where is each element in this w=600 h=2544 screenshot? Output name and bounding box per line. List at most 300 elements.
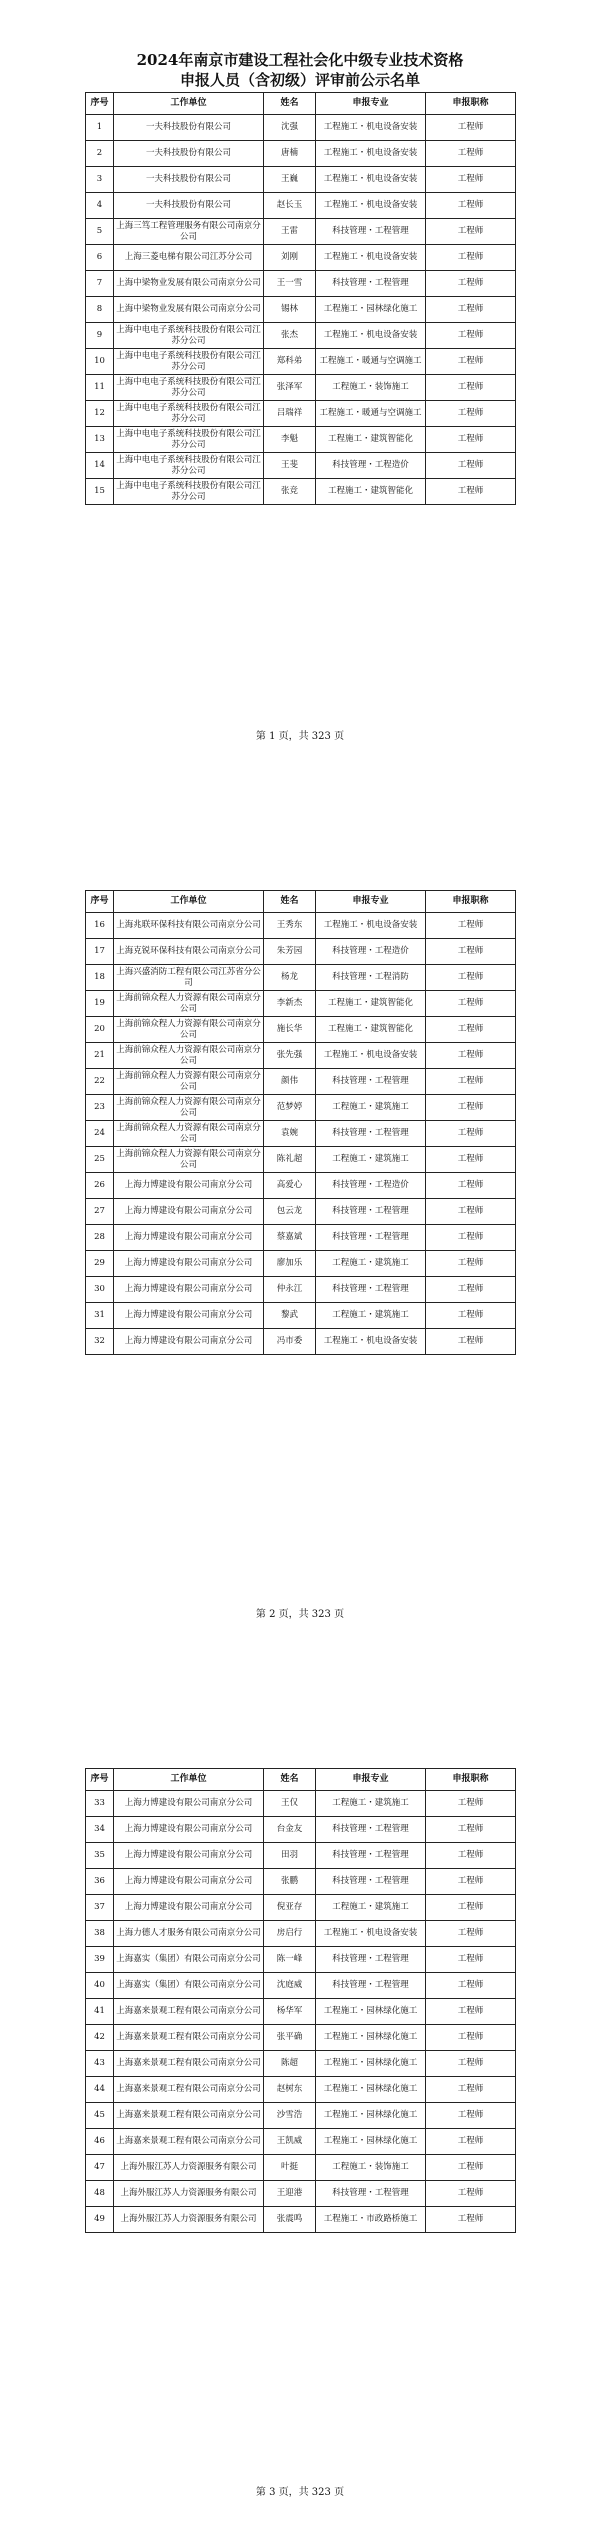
cell-major: 工程施工・机电设备安装 bbox=[316, 141, 426, 167]
table-row bbox=[86, 2103, 516, 2129]
cell-no: 32 bbox=[86, 1329, 114, 1355]
cell-no: 20 bbox=[86, 1017, 114, 1043]
cell-major: 科技管理・工程管理 bbox=[316, 1947, 426, 1973]
cell-no: 48 bbox=[86, 2181, 114, 2207]
page-footer-2: 第 2 页，共 323 页 bbox=[255, 1609, 345, 1620]
cell-name: 房启行 bbox=[264, 1921, 316, 1947]
cell-unit: 上海兴盛消防工程有限公司江苏省分公司 bbox=[114, 965, 264, 991]
table-row bbox=[86, 1121, 516, 1147]
cell-unit: 上海嘉来景观工程有限公司南京分公司 bbox=[114, 2129, 264, 2155]
table-header-row bbox=[86, 1769, 516, 1791]
cell-major: 工程施工・机电设备安装 bbox=[316, 193, 426, 219]
table-row bbox=[86, 1329, 516, 1355]
title-line-1: 2024年南京市建设工程社会化中级专业技术资格 bbox=[136, 51, 464, 69]
document-title bbox=[0, 50, 600, 90]
table-row bbox=[86, 1043, 516, 1069]
cell-title: 工程师 bbox=[426, 913, 516, 939]
table-row bbox=[86, 1791, 516, 1817]
table-row bbox=[86, 1069, 516, 1095]
cell-unit: 上海嘉实（集团）有限公司南京分公司 bbox=[114, 1947, 264, 1973]
cell-name: 王迎港 bbox=[264, 2181, 316, 2207]
cell-unit: 上海力博建设有限公司南京分公司 bbox=[114, 1895, 264, 1921]
cell-title: 工程师 bbox=[426, 427, 516, 453]
cell-no: 22 bbox=[86, 1069, 114, 1095]
cell-unit: 上海前锦众程人力资源有限公司南京分公司 bbox=[114, 1069, 264, 1095]
cell-major: 科技管理・工程管理 bbox=[316, 1973, 426, 1999]
table-row bbox=[86, 1199, 516, 1225]
cell-no: 18 bbox=[86, 965, 114, 991]
cell-unit: 上海中梁物业发展有限公司南京分公司 bbox=[114, 297, 264, 323]
cell-unit: 上海克锐环保科技有限公司南京分公司 bbox=[114, 939, 264, 965]
cell-major: 科技管理・工程管理 bbox=[316, 1817, 426, 1843]
header-no: 序号 bbox=[86, 1769, 114, 1791]
cell-no: 12 bbox=[86, 401, 114, 427]
table-row bbox=[86, 401, 516, 427]
cell-unit: 上海前锦众程人力资源有限公司南京分公司 bbox=[114, 1017, 264, 1043]
cell-unit: 上海中电电子系统科技股份有限公司江苏分公司 bbox=[114, 349, 264, 375]
header-unit: 工作单位 bbox=[114, 1769, 264, 1791]
cell-major: 工程施工・建筑施工 bbox=[316, 1303, 426, 1329]
cell-unit: 上海中电电子系统科技股份有限公司江苏分公司 bbox=[114, 427, 264, 453]
cell-no: 47 bbox=[86, 2155, 114, 2181]
cell-unit: 上海力博建设有限公司南京分公司 bbox=[114, 1251, 264, 1277]
cell-title: 工程师 bbox=[426, 1843, 516, 1869]
title-line-2: 申报人员（含初级）评审前公示名单 bbox=[179, 71, 420, 89]
table-row bbox=[86, 2181, 516, 2207]
cell-title: 工程师 bbox=[426, 1921, 516, 1947]
cell-unit: 上海嘉来景观工程有限公司南京分公司 bbox=[114, 1999, 264, 2025]
cell-no: 31 bbox=[86, 1303, 114, 1329]
cell-no: 7 bbox=[86, 271, 114, 297]
cell-unit: 上海外服江苏人力资源服务有限公司 bbox=[114, 2207, 264, 2233]
cell-no: 34 bbox=[86, 1817, 114, 1843]
cell-title: 工程师 bbox=[426, 1199, 516, 1225]
cell-unit: 上海兆联环保科技有限公司南京分公司 bbox=[114, 913, 264, 939]
table-row bbox=[86, 297, 516, 323]
roster-table-page-3 bbox=[85, 1768, 516, 2233]
cell-no: 39 bbox=[86, 1947, 114, 1973]
table-row bbox=[86, 219, 516, 245]
table-row bbox=[86, 913, 516, 939]
cell-name: 包云龙 bbox=[264, 1199, 316, 1225]
cell-unit: 上海中电电子系统科技股份有限公司江苏分公司 bbox=[114, 453, 264, 479]
cell-major: 工程施工・园林绿化施工 bbox=[316, 2129, 426, 2155]
cell-name: 唐楠 bbox=[264, 141, 316, 167]
cell-major: 工程施工・建筑智能化 bbox=[316, 991, 426, 1017]
cell-major: 工程施工・建筑施工 bbox=[316, 1251, 426, 1277]
cell-title: 工程师 bbox=[426, 1869, 516, 1895]
cell-unit: 上海中电电子系统科技股份有限公司江苏分公司 bbox=[114, 323, 264, 349]
cell-name: 范梦婷 bbox=[264, 1095, 316, 1121]
cell-unit: 上海嘉来景观工程有限公司南京分公司 bbox=[114, 2025, 264, 2051]
table-row bbox=[86, 1303, 516, 1329]
cell-title: 工程师 bbox=[426, 193, 516, 219]
cell-major: 科技管理・工程管理 bbox=[316, 1869, 426, 1895]
cell-name: 陈一峰 bbox=[264, 1947, 316, 1973]
cell-major: 科技管理・工程管理 bbox=[316, 1843, 426, 1869]
cell-title: 工程师 bbox=[426, 939, 516, 965]
cell-name: 朱芳园 bbox=[264, 939, 316, 965]
cell-title: 工程师 bbox=[426, 1225, 516, 1251]
cell-no: 35 bbox=[86, 1843, 114, 1869]
cell-title: 工程师 bbox=[426, 1303, 516, 1329]
table-row bbox=[86, 167, 516, 193]
cell-title: 工程师 bbox=[426, 271, 516, 297]
cell-title: 工程师 bbox=[426, 1895, 516, 1921]
cell-name: 王斐 bbox=[264, 453, 316, 479]
cell-no: 16 bbox=[86, 913, 114, 939]
table-row bbox=[86, 1225, 516, 1251]
table-row bbox=[86, 349, 516, 375]
cell-no: 14 bbox=[86, 453, 114, 479]
cell-no: 23 bbox=[86, 1095, 114, 1121]
cell-name: 李新杰 bbox=[264, 991, 316, 1017]
cell-major: 工程施工・建筑施工 bbox=[316, 1791, 426, 1817]
table-row bbox=[86, 193, 516, 219]
cell-name: 张竞 bbox=[264, 479, 316, 505]
cell-no: 25 bbox=[86, 1147, 114, 1173]
header-major: 申报专业 bbox=[316, 891, 426, 913]
header-name: 姓名 bbox=[264, 93, 316, 115]
cell-major: 科技管理・工程造价 bbox=[316, 453, 426, 479]
cell-unit: 上海三笃工程管理服务有限公司南京分公司 bbox=[114, 219, 264, 245]
cell-name: 陈礼超 bbox=[264, 1147, 316, 1173]
cell-no: 49 bbox=[86, 2207, 114, 2233]
cell-name: 张泽军 bbox=[264, 375, 316, 401]
cell-unit: 上海三菱电梯有限公司江苏分公司 bbox=[114, 245, 264, 271]
cell-title: 工程师 bbox=[426, 2155, 516, 2181]
cell-major: 科技管理・工程管理 bbox=[316, 1199, 426, 1225]
cell-unit: 上海力博建设有限公司南京分公司 bbox=[114, 1225, 264, 1251]
cell-title: 工程师 bbox=[426, 2103, 516, 2129]
cell-name: 杨龙 bbox=[264, 965, 316, 991]
cell-title: 工程师 bbox=[426, 1173, 516, 1199]
cell-name: 锡林 bbox=[264, 297, 316, 323]
cell-title: 工程师 bbox=[426, 1043, 516, 1069]
cell-major: 工程施工・机电设备安装 bbox=[316, 115, 426, 141]
cell-major: 工程施工・机电设备安装 bbox=[316, 1921, 426, 1947]
table-row bbox=[86, 427, 516, 453]
cell-major: 科技管理・工程管理 bbox=[316, 2181, 426, 2207]
cell-major: 工程施工・建筑施工 bbox=[316, 1895, 426, 1921]
cell-no: 38 bbox=[86, 1921, 114, 1947]
cell-name: 王凯威 bbox=[264, 2129, 316, 2155]
cell-name: 叶挺 bbox=[264, 2155, 316, 2181]
table-row bbox=[86, 375, 516, 401]
cell-title: 工程师 bbox=[426, 2129, 516, 2155]
table-row bbox=[86, 2025, 516, 2051]
cell-unit: 一夫科技股份有限公司 bbox=[114, 141, 264, 167]
cell-name: 倪亚存 bbox=[264, 1895, 316, 1921]
cell-unit: 上海中电电子系统科技股份有限公司江苏分公司 bbox=[114, 401, 264, 427]
cell-no: 43 bbox=[86, 2051, 114, 2077]
cell-major: 工程施工・装饰施工 bbox=[316, 2155, 426, 2181]
cell-no: 26 bbox=[86, 1173, 114, 1199]
cell-title: 工程师 bbox=[426, 349, 516, 375]
header-title: 申报职称 bbox=[426, 1769, 516, 1791]
cell-name: 颜伟 bbox=[264, 1069, 316, 1095]
cell-major: 工程施工・园林绿化施工 bbox=[316, 2103, 426, 2129]
cell-major: 工程施工・机电设备安装 bbox=[316, 245, 426, 271]
cell-name: 沈强 bbox=[264, 115, 316, 141]
cell-name: 沙雪浩 bbox=[264, 2103, 316, 2129]
cell-name: 王雷 bbox=[264, 219, 316, 245]
cell-major: 工程施工・机电设备安装 bbox=[316, 1043, 426, 1069]
table-row bbox=[86, 965, 516, 991]
cell-no: 29 bbox=[86, 1251, 114, 1277]
cell-name: 赵树东 bbox=[264, 2077, 316, 2103]
cell-unit: 上海前锦众程人力资源有限公司南京分公司 bbox=[114, 1147, 264, 1173]
roster-table-page-2 bbox=[85, 890, 516, 1355]
page-footer-1: 第 1 页，共 323 页 bbox=[255, 731, 345, 742]
table-row bbox=[86, 1947, 516, 1973]
header-title: 申报职称 bbox=[426, 93, 516, 115]
cell-title: 工程师 bbox=[426, 1121, 516, 1147]
cell-no: 41 bbox=[86, 1999, 114, 2025]
cell-name: 廖加乐 bbox=[264, 1251, 316, 1277]
table-row bbox=[86, 1921, 516, 1947]
cell-title: 工程师 bbox=[426, 1999, 516, 2025]
header-major: 申报专业 bbox=[316, 93, 426, 115]
cell-title: 工程师 bbox=[426, 1251, 516, 1277]
cell-name: 高爱心 bbox=[264, 1173, 316, 1199]
cell-name: 王秀东 bbox=[264, 913, 316, 939]
roster-table-page-1 bbox=[85, 92, 516, 505]
cell-major: 科技管理・工程管理 bbox=[316, 219, 426, 245]
cell-no: 44 bbox=[86, 2077, 114, 2103]
cell-name: 赵长玉 bbox=[264, 193, 316, 219]
cell-unit: 上海力博建设有限公司南京分公司 bbox=[114, 1173, 264, 1199]
cell-title: 工程师 bbox=[426, 245, 516, 271]
cell-name: 施长华 bbox=[264, 1017, 316, 1043]
cell-no: 40 bbox=[86, 1973, 114, 1999]
cell-name: 杨华军 bbox=[264, 1999, 316, 2025]
cell-title: 工程师 bbox=[426, 965, 516, 991]
header-unit: 工作单位 bbox=[114, 93, 264, 115]
cell-no: 42 bbox=[86, 2025, 114, 2051]
cell-major: 科技管理・工程造价 bbox=[316, 939, 426, 965]
table-row bbox=[86, 991, 516, 1017]
cell-unit: 上海前锦众程人力资源有限公司南京分公司 bbox=[114, 1043, 264, 1069]
cell-title: 工程师 bbox=[426, 297, 516, 323]
cell-unit: 上海嘉来景观工程有限公司南京分公司 bbox=[114, 2103, 264, 2129]
cell-no: 45 bbox=[86, 2103, 114, 2129]
cell-unit: 上海力博建设有限公司南京分公司 bbox=[114, 1303, 264, 1329]
cell-title: 工程师 bbox=[426, 115, 516, 141]
table-row bbox=[86, 1147, 516, 1173]
cell-unit: 上海外服江苏人力资源服务有限公司 bbox=[114, 2181, 264, 2207]
cell-unit: 上海力博建设有限公司南京分公司 bbox=[114, 1869, 264, 1895]
cell-name: 李魁 bbox=[264, 427, 316, 453]
cell-major: 工程施工・建筑智能化 bbox=[316, 427, 426, 453]
cell-major: 工程施工・建筑智能化 bbox=[316, 479, 426, 505]
cell-major: 工程施工・建筑施工 bbox=[316, 1095, 426, 1121]
cell-title: 工程师 bbox=[426, 2077, 516, 2103]
cell-major: 工程施工・机电设备安装 bbox=[316, 1329, 426, 1355]
table-row bbox=[86, 1817, 516, 1843]
header-no: 序号 bbox=[86, 93, 114, 115]
cell-major: 工程施工・机电设备安装 bbox=[316, 913, 426, 939]
cell-title: 工程师 bbox=[426, 1095, 516, 1121]
cell-title: 工程师 bbox=[426, 1791, 516, 1817]
cell-name: 袁婉 bbox=[264, 1121, 316, 1147]
cell-no: 1 bbox=[86, 115, 114, 141]
cell-unit: 上海前锦众程人力资源有限公司南京分公司 bbox=[114, 991, 264, 1017]
table-row bbox=[86, 1251, 516, 1277]
cell-unit: 上海力博建设有限公司南京分公司 bbox=[114, 1817, 264, 1843]
cell-name: 王仅 bbox=[264, 1791, 316, 1817]
cell-no: 4 bbox=[86, 193, 114, 219]
table-row bbox=[86, 1973, 516, 1999]
cell-unit: 一夫科技股份有限公司 bbox=[114, 167, 264, 193]
cell-title: 工程师 bbox=[426, 323, 516, 349]
cell-no: 17 bbox=[86, 939, 114, 965]
page-footer-3: 第 3 页，共 323 页 bbox=[255, 2487, 345, 2498]
cell-name: 冯市委 bbox=[264, 1329, 316, 1355]
cell-major: 工程施工・建筑施工 bbox=[316, 1147, 426, 1173]
cell-major: 工程施工・园林绿化施工 bbox=[316, 2025, 426, 2051]
header-major: 申报专业 bbox=[316, 1769, 426, 1791]
cell-title: 工程师 bbox=[426, 1817, 516, 1843]
cell-name: 蔡嘉斌 bbox=[264, 1225, 316, 1251]
cell-major: 工程施工・装饰施工 bbox=[316, 375, 426, 401]
cell-no: 36 bbox=[86, 1869, 114, 1895]
cell-unit: 上海嘉实（集团）有限公司南京分公司 bbox=[114, 1973, 264, 1999]
table-header-row bbox=[86, 93, 516, 115]
cell-name: 王巍 bbox=[264, 167, 316, 193]
header-title: 申报职称 bbox=[426, 891, 516, 913]
cell-name: 张震鸣 bbox=[264, 2207, 316, 2233]
cell-major: 工程施工・园林绿化施工 bbox=[316, 1999, 426, 2025]
cell-title: 工程师 bbox=[426, 2181, 516, 2207]
cell-unit: 一夫科技股份有限公司 bbox=[114, 193, 264, 219]
cell-no: 2 bbox=[86, 141, 114, 167]
cell-name: 郑科弟 bbox=[264, 349, 316, 375]
cell-no: 9 bbox=[86, 323, 114, 349]
cell-unit: 上海外服江苏人力资源服务有限公司 bbox=[114, 2155, 264, 2181]
cell-name: 吕瑞祥 bbox=[264, 401, 316, 427]
cell-no: 28 bbox=[86, 1225, 114, 1251]
table-row bbox=[86, 2077, 516, 2103]
table-row bbox=[86, 1999, 516, 2025]
cell-name: 王一雪 bbox=[264, 271, 316, 297]
cell-unit: 上海力德人才服务有限公司南京分公司 bbox=[114, 1921, 264, 1947]
cell-unit: 上海力博建设有限公司南京分公司 bbox=[114, 1791, 264, 1817]
cell-title: 工程师 bbox=[426, 1973, 516, 1999]
cell-unit: 一夫科技股份有限公司 bbox=[114, 115, 264, 141]
table-header-row bbox=[86, 891, 516, 913]
table-row bbox=[86, 115, 516, 141]
table-row bbox=[86, 453, 516, 479]
cell-title: 工程师 bbox=[426, 401, 516, 427]
cell-major: 工程施工・机电设备安装 bbox=[316, 167, 426, 193]
cell-unit: 上海前锦众程人力资源有限公司南京分公司 bbox=[114, 1095, 264, 1121]
cell-title: 工程师 bbox=[426, 1017, 516, 1043]
cell-unit: 上海力博建设有限公司南京分公司 bbox=[114, 1329, 264, 1355]
cell-no: 3 bbox=[86, 167, 114, 193]
cell-unit: 上海力博建设有限公司南京分公司 bbox=[114, 1199, 264, 1225]
table-row bbox=[86, 1843, 516, 1869]
cell-name: 陈超 bbox=[264, 2051, 316, 2077]
cell-major: 科技管理・工程管理 bbox=[316, 1277, 426, 1303]
cell-name: 田羽 bbox=[264, 1843, 316, 1869]
cell-unit: 上海中电电子系统科技股份有限公司江苏分公司 bbox=[114, 479, 264, 505]
cell-major: 工程施工・园林绿化施工 bbox=[316, 2077, 426, 2103]
cell-name: 刘刚 bbox=[264, 245, 316, 271]
header-unit: 工作单位 bbox=[114, 891, 264, 913]
cell-title: 工程师 bbox=[426, 2051, 516, 2077]
cell-unit: 上海嘉来景观工程有限公司南京分公司 bbox=[114, 2051, 264, 2077]
cell-no: 24 bbox=[86, 1121, 114, 1147]
cell-title: 工程师 bbox=[426, 167, 516, 193]
cell-title: 工程师 bbox=[426, 2025, 516, 2051]
table-row bbox=[86, 1095, 516, 1121]
cell-name: 张先强 bbox=[264, 1043, 316, 1069]
cell-no: 13 bbox=[86, 427, 114, 453]
cell-unit: 上海中电电子系统科技股份有限公司江苏分公司 bbox=[114, 375, 264, 401]
table-row bbox=[86, 939, 516, 965]
header-name: 姓名 bbox=[264, 891, 316, 913]
cell-title: 工程师 bbox=[426, 1947, 516, 1973]
cell-name: 张杰 bbox=[264, 323, 316, 349]
table-row bbox=[86, 1017, 516, 1043]
cell-title: 工程师 bbox=[426, 1277, 516, 1303]
cell-unit: 上海前锦众程人力资源有限公司南京分公司 bbox=[114, 1121, 264, 1147]
header-no: 序号 bbox=[86, 891, 114, 913]
cell-major: 工程施工・园林绿化施工 bbox=[316, 2051, 426, 2077]
cell-title: 工程师 bbox=[426, 219, 516, 245]
cell-name: 仲永江 bbox=[264, 1277, 316, 1303]
cell-no: 21 bbox=[86, 1043, 114, 1069]
cell-major: 工程施工・暖通与空调施工 bbox=[316, 401, 426, 427]
cell-major: 科技管理・工程管理 bbox=[316, 271, 426, 297]
cell-unit: 上海力博建设有限公司南京分公司 bbox=[114, 1277, 264, 1303]
cell-name: 黎武 bbox=[264, 1303, 316, 1329]
cell-title: 工程师 bbox=[426, 991, 516, 1017]
cell-major: 科技管理・工程管理 bbox=[316, 1121, 426, 1147]
table-row bbox=[86, 2207, 516, 2233]
cell-no: 10 bbox=[86, 349, 114, 375]
cell-no: 37 bbox=[86, 1895, 114, 1921]
cell-major: 科技管理・工程造价 bbox=[316, 1173, 426, 1199]
cell-title: 工程师 bbox=[426, 1147, 516, 1173]
cell-major: 科技管理・工程管理 bbox=[316, 1069, 426, 1095]
table-row bbox=[86, 1173, 516, 1199]
cell-title: 工程师 bbox=[426, 2207, 516, 2233]
cell-name: 沈庭威 bbox=[264, 1973, 316, 1999]
table-row bbox=[86, 245, 516, 271]
table-row bbox=[86, 1277, 516, 1303]
table-row bbox=[86, 323, 516, 349]
table-row bbox=[86, 479, 516, 505]
cell-unit: 上海嘉来景观工程有限公司南京分公司 bbox=[114, 2077, 264, 2103]
table-row bbox=[86, 2129, 516, 2155]
cell-no: 27 bbox=[86, 1199, 114, 1225]
cell-unit: 上海力博建设有限公司南京分公司 bbox=[114, 1843, 264, 1869]
cell-no: 30 bbox=[86, 1277, 114, 1303]
cell-no: 33 bbox=[86, 1791, 114, 1817]
cell-unit: 上海中梁物业发展有限公司南京分公司 bbox=[114, 271, 264, 297]
cell-name: 张鹏 bbox=[264, 1869, 316, 1895]
cell-major: 工程施工・园林绿化施工 bbox=[316, 297, 426, 323]
cell-title: 工程师 bbox=[426, 375, 516, 401]
cell-name: 台金友 bbox=[264, 1817, 316, 1843]
cell-major: 科技管理・工程消防 bbox=[316, 965, 426, 991]
table-row bbox=[86, 2155, 516, 2181]
cell-title: 工程师 bbox=[426, 479, 516, 505]
cell-major: 工程施工・机电设备安装 bbox=[316, 323, 426, 349]
cell-major: 工程施工・建筑智能化 bbox=[316, 1017, 426, 1043]
